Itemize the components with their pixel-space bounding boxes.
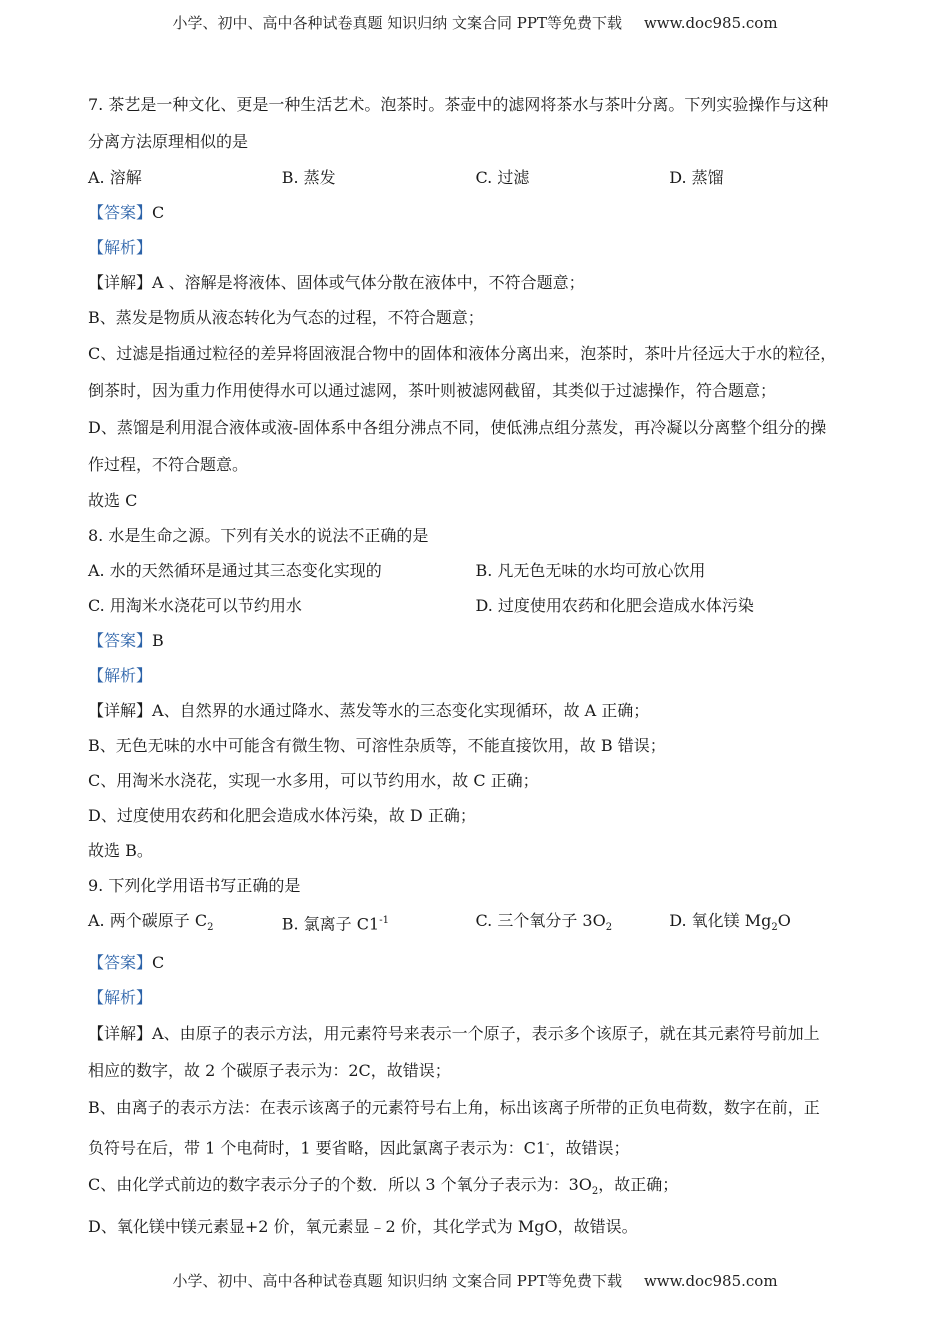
page-footer bbox=[0, 1270, 950, 1291]
footer-text: 小学、初中、高中各种试卷真题 知识归纳 文案合同 PPT等免费下载 bbox=[172, 1272, 622, 1290]
q9-detail-b-2: 负符号在后，带 1 个电荷时，1 要省略，因此氯离子表示为：C1-，故错误； bbox=[88, 1138, 630, 1158]
q8-answer bbox=[88, 623, 863, 658]
header-url[interactable]: www.doc985.com bbox=[643, 14, 778, 32]
q9-detail-c: C、由化学式前边的数字表示分子的个数．所以 3 个氧分子表示为：$3O_2$，故正确； bbox=[88, 1174, 679, 1197]
page-header bbox=[0, 12, 950, 33]
q8-detail-c: C、用淘米水浇花，实现一水多用，可以节约用水，故 C 正确； bbox=[88, 771, 539, 790]
answer-label: 【答案】 bbox=[88, 203, 153, 222]
q7-stem-line-2: 分离方法原理相似的是 bbox=[88, 132, 249, 151]
header-text: 小学、初中、高中各种试卷真题 知识归纳 文案合同 PPT等免费下载 bbox=[172, 14, 622, 32]
q7-option-a: A. 溶解 bbox=[88, 168, 142, 187]
q7-detail-d-2: 作过程，不符合题意。 bbox=[88, 455, 249, 474]
q9-options bbox=[88, 903, 863, 945]
detail-label: 【详解】 bbox=[88, 1024, 153, 1044]
q8-option-d: D. 过度使用农药和化肥会造成水体污染 bbox=[475, 596, 754, 615]
q9-option-d: D. 氧化镁 $Mg_2O$ bbox=[669, 911, 791, 934]
q8-stem: 8. 水是生命之源。下列有关水的说法不正确的是 bbox=[88, 526, 429, 545]
q9-option-c: C. 三个氧分子 $3O_2$ bbox=[475, 911, 613, 934]
answer-label: 【答案】 bbox=[88, 953, 153, 973]
q7-detail-c-1: C、过滤是指通过粒径的差异将固液混合物中的固体和液体分离出来，泡茶时，茶叶片径远大于水的粒径， bbox=[88, 344, 837, 363]
q9-detail-b-1: B、由离子的表示方法：在表示该离子的元素符号右上角，标出该离子所带的正负电荷数，数字在前，正 bbox=[88, 1098, 820, 1118]
q9-detail-a-2: 相应的数字，故 2 个碳原子表示为：2C，故错误； bbox=[88, 1061, 451, 1081]
q7-option-d: D. 蒸馏 bbox=[669, 168, 724, 187]
detail-label: 【详解】 bbox=[88, 701, 153, 720]
q7-option-c: C. 过滤 bbox=[475, 168, 530, 187]
q7-conclusion: 故选 C bbox=[88, 491, 138, 510]
q7-detail-a: 【详解】A 、溶解是将液体、固体或气体分散在液体中，不符合题意； bbox=[88, 273, 585, 292]
q9-detail-a-1: 【详解】A、由原子的表示方法，用元素符号来表示一个原子，表示多个该原子，就在其元素符号前加上 bbox=[88, 1024, 820, 1044]
q9-stem: 9. 下列化学用语书写正确的是 bbox=[88, 876, 301, 895]
q8-option-c: C. 用淘米水浇花可以节约用水 bbox=[88, 596, 302, 615]
q8-option-a: A. 水的天然循环是通过其三态变化实现的 bbox=[88, 561, 382, 580]
q8-options-row-1 bbox=[88, 553, 863, 588]
q9-option-b: B. 氯离子 $C1^{-1}$ bbox=[281, 914, 389, 934]
document-body bbox=[88, 86, 863, 1244]
q8-answer-value: B bbox=[152, 631, 164, 650]
detail-label: 【详解】 bbox=[88, 273, 153, 292]
q8-detail-a: 【详解】A、自然界的水通过降水、蒸发等水的三态变化实现循环，故 A 正确； bbox=[88, 701, 650, 720]
q8-analysis-label: 【解析】 bbox=[88, 666, 153, 685]
q9-detail-d: D、氧化镁中镁元素显+2 价，氧元素显﹣2 价，其化学式为 MgO，故错误。 bbox=[88, 1216, 638, 1236]
q8-options-row-2 bbox=[88, 588, 863, 623]
footer-url[interactable]: www.doc985.com bbox=[643, 1272, 778, 1290]
q7-answer bbox=[88, 195, 863, 230]
q8-detail-d: D、过度使用农药和化肥会造成水体污染，故 D 正确； bbox=[88, 806, 476, 825]
q8-detail-b: B、无色无味的水中可能含有微生物、可溶性杂质等，不能直接饮用，故 B 错误； bbox=[88, 736, 666, 755]
q7-analysis-label: 【解析】 bbox=[88, 238, 153, 257]
q9-answer-value: C bbox=[152, 953, 165, 973]
answer-label: 【答案】 bbox=[88, 631, 153, 650]
q7-stem-line-1: 7. 茶艺是一种文化、更是一种生活艺术。泡茶时。茶壶中的滤网将茶水与茶叶分离。下列实验操作与这种 bbox=[88, 95, 829, 114]
q9-option-a: A. 两个碳原子 $C_2$ bbox=[88, 911, 214, 934]
q7-options bbox=[88, 160, 863, 195]
q8-option-b: B. 凡无色无味的水均可放心饮用 bbox=[475, 561, 706, 580]
q9-analysis-label: 【解析】 bbox=[88, 988, 153, 1008]
q7-detail-c-2: 倒茶时，因为重力作用使得水可以通过滤网，茶叶则被滤网截留，其类似于过滤操作，符合题意； bbox=[88, 381, 777, 400]
q7-answer-value: C bbox=[152, 203, 165, 222]
q7-detail-d-1: D、蒸馏是利用混合液体或液-固体系中各组分沸点不同，使低沸点组分蒸发，再冷凝以分离整个组分的操 bbox=[88, 418, 827, 437]
q8-conclusion: 故选 B。 bbox=[88, 841, 153, 860]
q9-answer bbox=[88, 945, 863, 980]
q7-option-b: B. 蒸发 bbox=[281, 168, 336, 187]
q7-detail-b: B、蒸发是物质从液态转化为气态的过程，不符合题意； bbox=[88, 308, 484, 327]
